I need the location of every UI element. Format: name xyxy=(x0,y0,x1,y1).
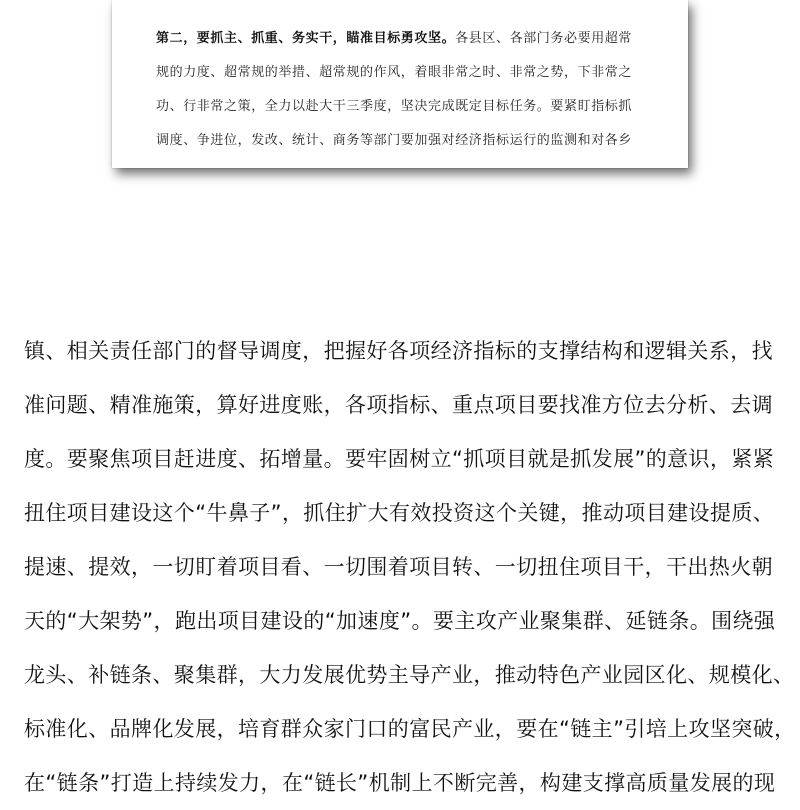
body-line: 扭住项目建设这个“牛鼻子”，抓住扩大有效投资这个关键，推动项目建设提质、 xyxy=(24,501,775,525)
excerpt-line: 功、行非常之策，全力以赴大干三季度，坚决完成既定目标任务。要紧盯指标抓 xyxy=(156,99,633,114)
body-line: 天的“大架势”，跑出项目建设的“加速度”。要主攻产业聚集群、延链条。围绕强 xyxy=(24,609,776,633)
body-text xyxy=(24,324,796,810)
body-line: 提速、提效，一切盯着项目看、一切围着项目转、一切扭住项目干，干出热火朝 xyxy=(24,555,773,579)
excerpt-heading: 第二，要抓主、抓重、务实干，瞄准目标勇攻坚。 xyxy=(156,31,456,46)
body-line: 标准化、品牌化发展，培育群众家门口的富民产业，要在“链主”引培上攻坚突破， xyxy=(24,717,796,741)
excerpt-line-text: 各县区、各部门务必要用超常 xyxy=(455,31,633,46)
excerpt-line: 规的力度、超常规的举措、超常规的作风，着眼非常之时、非常之势，下非常之 xyxy=(156,65,633,80)
body-line: 镇、相关责任部门的督导调度，把握好各项经济指标的支撑结构和逻辑关系，找 xyxy=(24,339,773,363)
body-line: 度。要聚焦项目赶进度、拓增量。要牢固树立“抓项目就是抓发展”的意识，紧紧 xyxy=(24,447,775,471)
excerpt-line: 调度、争进位，发改、统计、商务等部门要加强对经济指标运行的监测和对各乡 xyxy=(156,133,633,148)
excerpt-line xyxy=(156,22,658,56)
body-line: 准问题、精准施策，算好进度账，各项指标、重点项目要找准方位去分析、去调 xyxy=(24,393,773,417)
excerpt-card xyxy=(112,0,688,168)
body-line: 龙头、补链条、聚集群，大力发展优势主导产业，推动特色产业园区化、规模化、 xyxy=(24,663,795,687)
body-line: 在“链条”打造上持续发力，在“链长”机制上不断完善，构建支撑高质量发展的现 xyxy=(24,771,776,795)
